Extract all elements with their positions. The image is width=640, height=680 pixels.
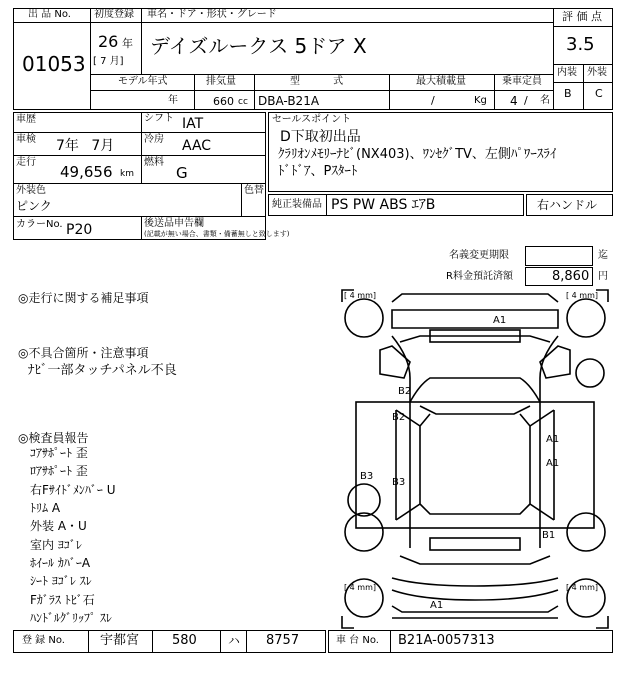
shift-value: IAT [182, 116, 204, 132]
car-name-label: 車名・ドア・形状・グレード [147, 9, 277, 20]
fuel-label: 燃料 [144, 157, 164, 168]
type-label: 型 式 [290, 76, 344, 87]
first-reg-label: 初度登録 [94, 9, 134, 20]
displacement: 660 [213, 95, 234, 108]
mileage-unit: km [120, 169, 134, 179]
mark-a1-bottom: A1 [430, 600, 444, 611]
name-change-unit: 迄 [598, 250, 608, 261]
tire-depth-tr: [ 4 mm] [566, 291, 599, 300]
load-unit: Kg [474, 95, 487, 106]
name-change-box [525, 246, 593, 266]
mark-b2-upper: B2 [398, 386, 412, 397]
inspector-line-10: ﾊﾝﾄﾞﾙｸﾞﾘｯﾌﾟ ｽﾚ [30, 611, 112, 625]
displacement-unit: cc [238, 97, 248, 107]
handle-value: 右ハンドル [537, 198, 598, 212]
plate-number: 8757 [266, 633, 300, 648]
plate-region: 宇都宮 [100, 633, 140, 648]
mark-a1-top: A1 [493, 315, 507, 326]
shift-label: シフト [144, 113, 174, 124]
equipment-label: 純正装備品 [272, 199, 322, 210]
inspector-line-5: 外装 A・U [30, 519, 87, 533]
mileage-label: 走行 [16, 157, 36, 168]
plate-label: 登 録 No. [22, 635, 65, 646]
capacity: 4 [510, 94, 518, 108]
exterior-grade: C [595, 87, 603, 100]
aftermarket-label: 後送品申告欄 [144, 218, 204, 229]
ac-label: 冷房 [144, 134, 164, 145]
equipment-value: PS PW ABS ｴｱB [331, 197, 436, 213]
color-change-label: 色替 [244, 185, 264, 196]
inspector-line-3: 右Fｻｲﾄﾞﾒﾝﾊﾞｰ U [30, 483, 116, 497]
mark-b3-side: B3 [360, 471, 374, 482]
inspector-line-7: ﾎｲｰﾙ ｶﾊﾞｰA [30, 556, 91, 570]
lot-number: 01053 [22, 52, 86, 76]
plate-class: 580 [172, 633, 197, 648]
capacity-unit: 名 [540, 95, 550, 106]
mark-b1: B1 [542, 530, 556, 541]
mark-b2-lower: B2 [392, 412, 406, 423]
sales-line-1: D下取初出品 [280, 129, 361, 145]
sales-title: セールスポイント [272, 114, 352, 125]
chassis-label: 車 台 No. [336, 635, 379, 646]
capacity-sep: / [524, 94, 528, 107]
load-label: 最大積載量 [416, 76, 466, 87]
car-diagram [340, 288, 610, 630]
interior-grade: B [564, 87, 572, 100]
inspector-line-9: Fｶﾞﾗｽ ﾄﾋﾞ石 [30, 593, 95, 607]
inspector-line-8: ｼｰﾄ ﾖｺﾞﾚ ｽﾚ [30, 574, 92, 588]
reg-year-unit: 年 [122, 37, 133, 50]
inspector-line-1: ｺｱｻﾎﾟｰﾄ 歪 [30, 446, 88, 460]
history-label: 車歴 [16, 114, 36, 125]
sales-line-2: ｸﾗﾘｵﾝﾒﾓﾘｰﾅﾋﾞ(NX403)、ﾜﾝｾｸﾞTV、左側ﾊﾟﾜｰｽﾗｲ [278, 147, 557, 162]
displacement-label: 排気量 [206, 76, 236, 87]
type-code: DBA-B21A [258, 94, 320, 108]
exterior-label: 外装 [587, 67, 607, 78]
recycle-value: 8,860 [552, 269, 590, 284]
aftermarket-note: (記載が無い場合、書類・備蓄無しと致します) [144, 230, 290, 238]
lot-label: 出 品 No. [28, 9, 71, 20]
fuel-value: G [176, 164, 188, 182]
inspector-line-6: 室内 ﾖｺﾞﾚ [30, 538, 82, 552]
mark-a1-right-upper: A1 [546, 434, 560, 445]
model-year-label: モデル年式 [118, 76, 168, 87]
color-no-label: カラーNo. [16, 219, 63, 230]
chassis-number: B21A-0057313 [398, 633, 495, 648]
tire-depth-tl: [ 4 mm] [344, 291, 377, 300]
mark-a1-right-lower: A1 [546, 458, 560, 469]
mark-b3-inner: B3 [392, 477, 406, 488]
score: 3.5 [566, 34, 595, 55]
tire-depth-bl: [ 4 mm] [344, 583, 377, 592]
defects-title: ◎不具合箇所・注意事項 [18, 346, 149, 360]
interior-label: 内装 [557, 67, 577, 78]
recycle-label: R料金預託済額 [446, 271, 513, 282]
capacity-label: 乗車定員 [502, 76, 542, 87]
mileage-value: 49,656 [60, 163, 113, 181]
name-change-label: 名義変更期限 [449, 250, 509, 261]
score-label: 評 価 点 [562, 10, 602, 23]
inspection-label: 車検 [16, 134, 36, 145]
ac-value: AAC [182, 138, 212, 154]
load-sep: / [431, 94, 435, 107]
tire-depth-br: [ 4 mm] [566, 583, 599, 592]
plate-kana: ハ [228, 634, 241, 648]
reg-month: [ 7 月] [93, 56, 124, 67]
car-name: デイズルークス 5ドア X [150, 34, 367, 58]
defects-line-1: ﾅﾋﾞ一部タッチパネル不良 [28, 363, 177, 378]
driving-notes-title: ◎走行に関する補足事項 [18, 291, 149, 305]
inspection-value: 7年 7月 [56, 138, 115, 154]
recycle-unit: 円 [598, 271, 608, 282]
ext-color-label: 外装色 [16, 185, 46, 196]
sales-line-3: ﾄﾞﾄﾞｱ、Pｽﾀｰﾄ [278, 164, 358, 179]
ext-color-value: ピンク [16, 199, 52, 213]
model-year-unit: 年 [168, 95, 178, 106]
color-no-value: P20 [66, 222, 93, 238]
inspector-line-2: ﾛｱｻﾎﾟｰﾄ 歪 [30, 464, 88, 478]
reg-year: 26 [98, 32, 119, 51]
inspector-line-4: ﾄﾘﾑ A [30, 501, 61, 515]
inspector-title: ◎検査員報告 [18, 431, 89, 445]
